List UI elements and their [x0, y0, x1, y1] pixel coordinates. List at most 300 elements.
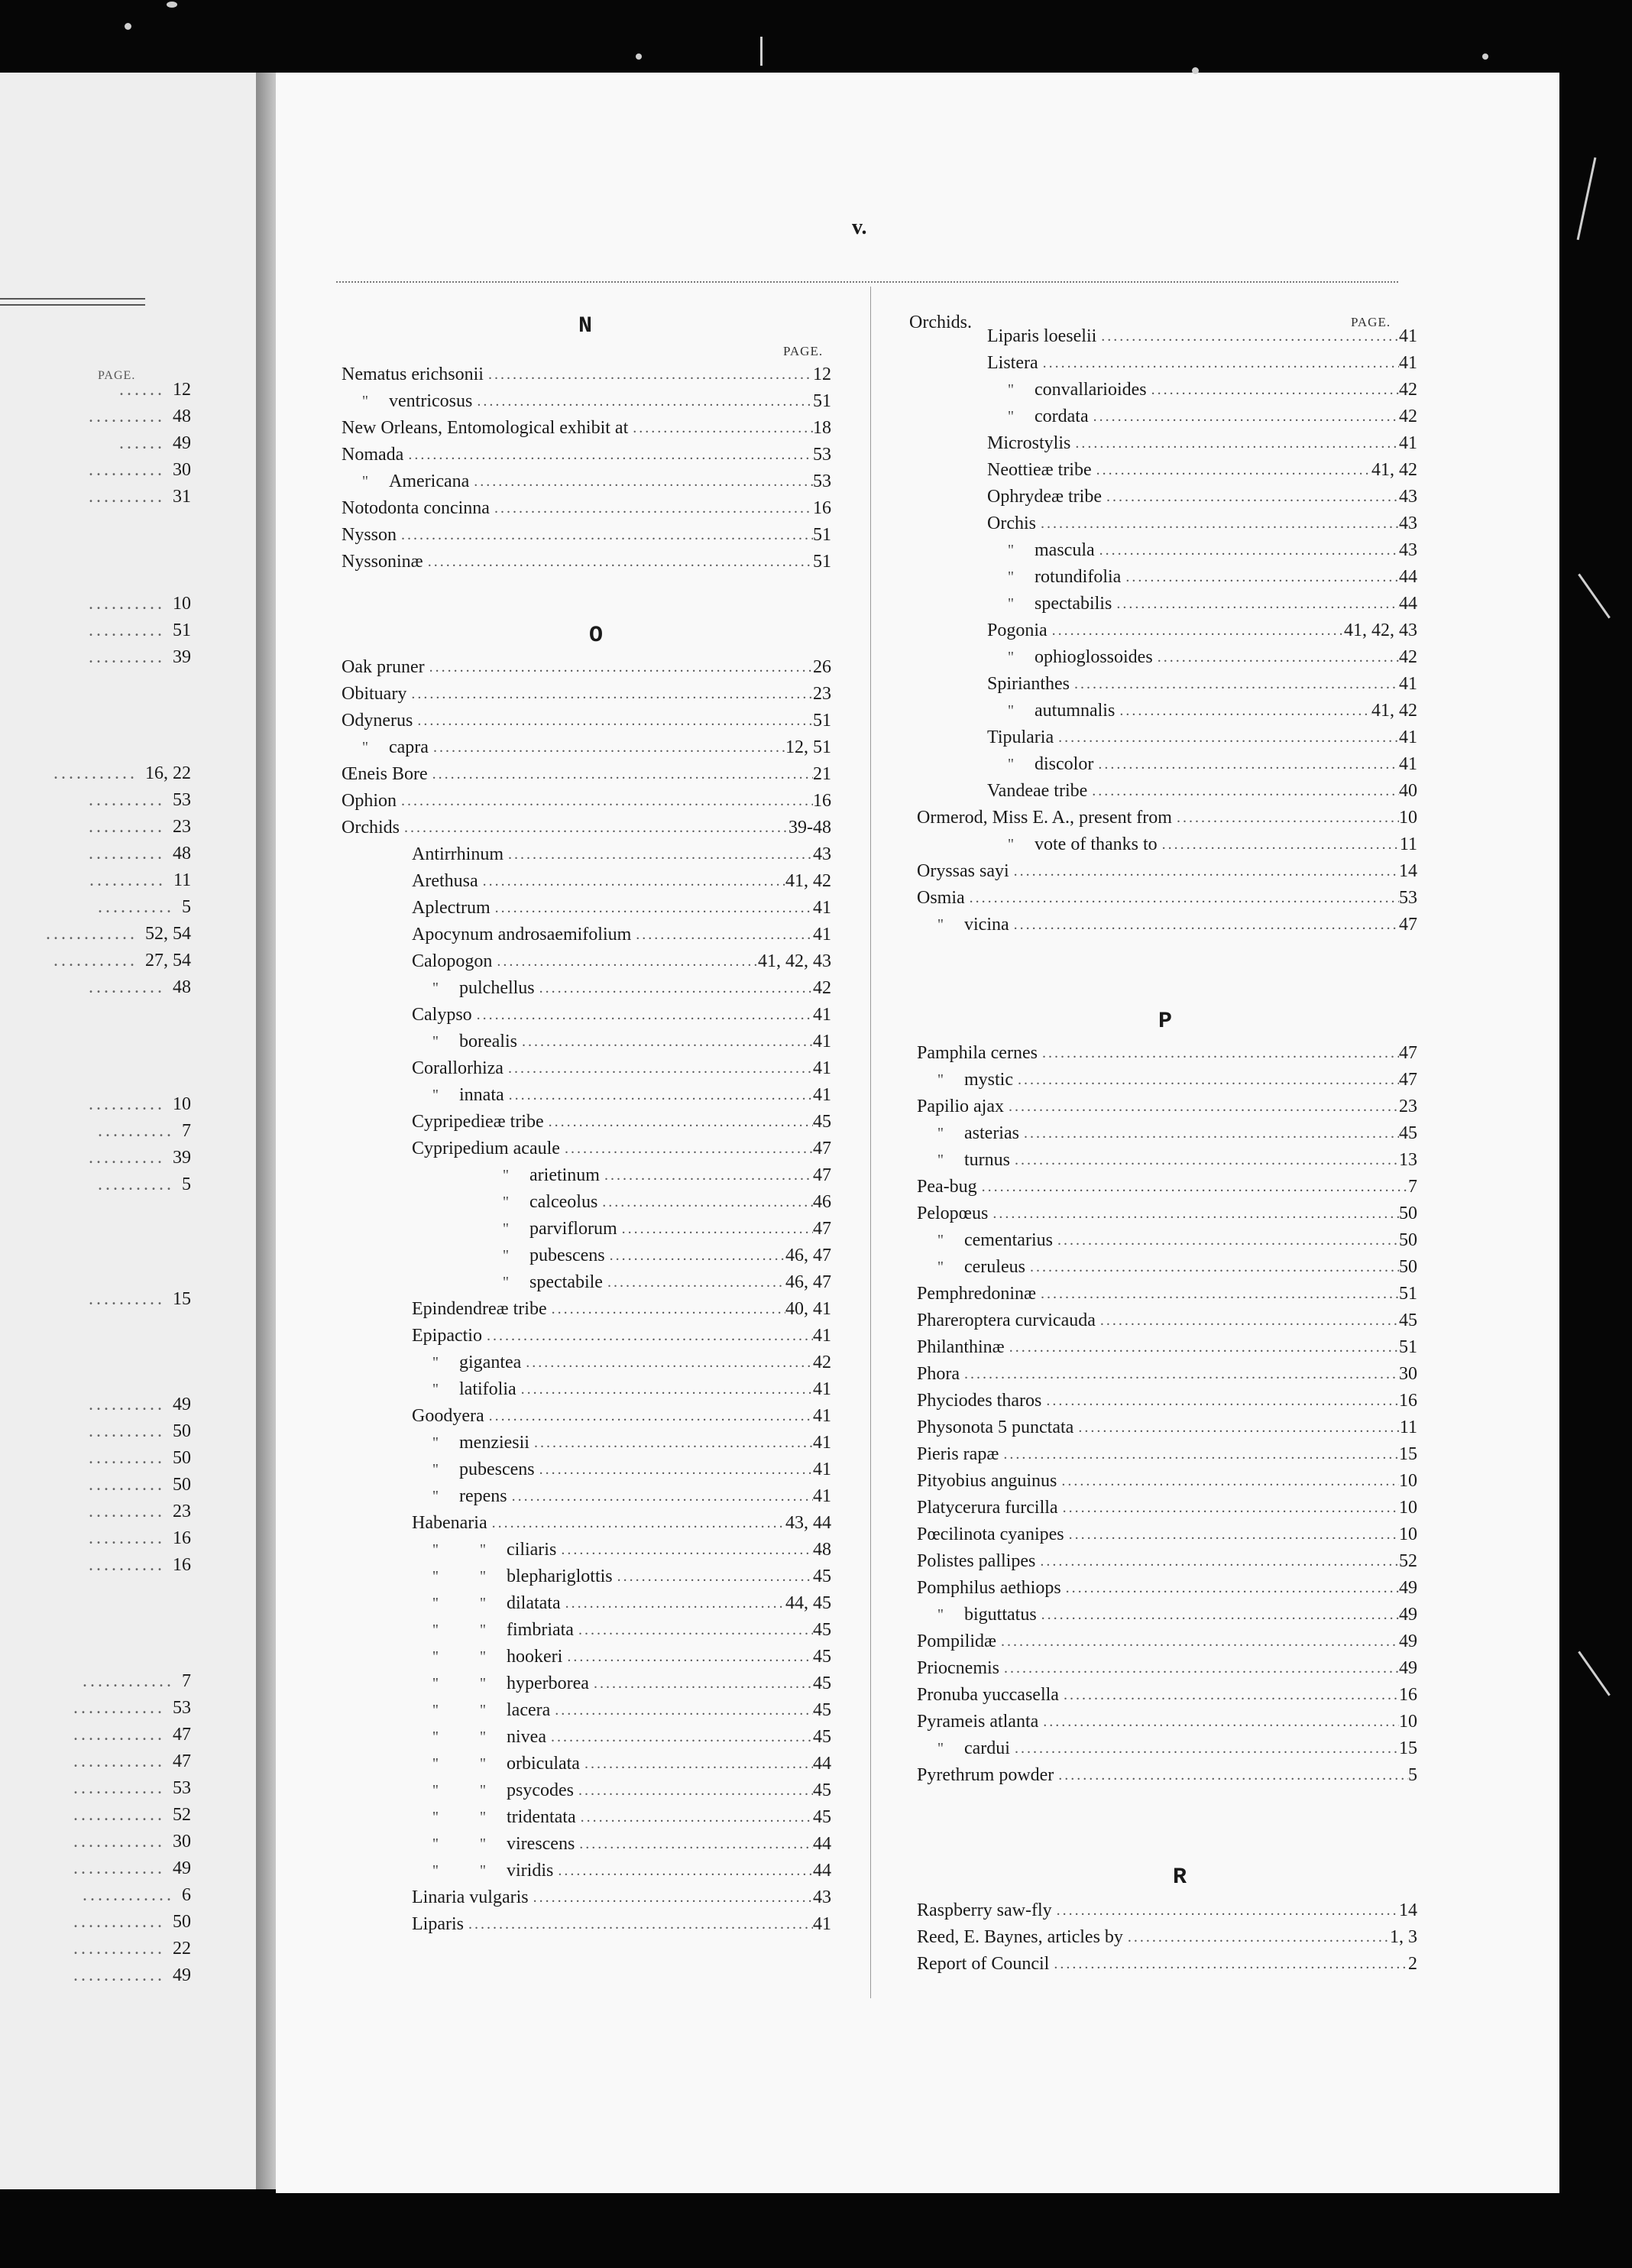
previous-page-rule — [0, 304, 145, 306]
index-entry — [412, 1911, 831, 1937]
dot-leader: .......... — [89, 1502, 165, 1521]
previous-page-entry — [53, 948, 191, 974]
previous-page-entry — [89, 787, 191, 813]
dot-leader — [535, 975, 813, 1001]
entry-term: Liparis loeselii — [987, 326, 1097, 346]
ditto-mark: " — [1007, 408, 1015, 425]
previous-page-entry — [73, 1855, 191, 1881]
index-entry — [342, 361, 831, 387]
index-entry — [987, 698, 1417, 724]
page-reference: 53 — [813, 471, 831, 491]
previous-page-entry — [89, 1418, 191, 1444]
entry-term: ophioglossoides — [1035, 647, 1153, 667]
dot-leader — [529, 1884, 813, 1910]
index-entry — [342, 734, 831, 760]
index-entry — [917, 1709, 1417, 1735]
index-entry — [917, 1924, 1417, 1950]
index-entry — [917, 1441, 1417, 1467]
previous-page-entry — [73, 1909, 191, 1935]
ditto-mark: " — [502, 1274, 510, 1291]
entry-term: virescens — [507, 1834, 575, 1854]
index-entry — [412, 1804, 831, 1830]
ditto-mark: " — [937, 916, 944, 933]
index-entry — [917, 1120, 1417, 1146]
entry-term: Oak pruner — [342, 657, 425, 677]
page-reference: 51 — [813, 525, 831, 545]
page-reference: 6 — [182, 1885, 191, 1905]
dot-leader — [429, 734, 785, 760]
ditto-mark: " — [1007, 381, 1015, 398]
ditto-mark: " — [937, 1152, 944, 1168]
dot-leader — [464, 1911, 813, 1937]
previous-page-entry — [119, 430, 191, 456]
entry-term: spectabile — [529, 1272, 603, 1292]
page-reference: 42 — [1399, 647, 1417, 667]
index-entry — [987, 564, 1417, 590]
entry-term: blephariglottis — [507, 1567, 613, 1586]
section-letter-p: P — [1158, 1009, 1173, 1035]
previous-page-entry — [83, 1882, 191, 1908]
dot-leader: ............ — [73, 1778, 165, 1798]
entry-term: vicina — [964, 915, 1009, 935]
page-reference: 45 — [813, 1620, 831, 1640]
page-reference: 7 — [182, 1671, 191, 1691]
ditto-mark: " — [432, 1595, 439, 1612]
entry-term: Pomphilus aethiops — [917, 1578, 1061, 1598]
dot-leader — [403, 442, 813, 468]
dot-leader — [1073, 1414, 1400, 1440]
previous-page-rule — [0, 298, 145, 300]
page-reference: 51 — [813, 552, 831, 572]
page-reference: 5 — [182, 1174, 191, 1194]
entry-term: Microstylis — [987, 433, 1071, 453]
page-reference: 10 — [1399, 1471, 1417, 1491]
ditto-mark: " — [432, 1461, 439, 1478]
dot-leader — [1172, 805, 1399, 831]
dot-leader — [478, 868, 785, 894]
dot-leader — [547, 1296, 785, 1322]
page-reference: 41 — [1399, 727, 1417, 747]
dot-leader — [1112, 591, 1399, 617]
page-reference: 11 — [1399, 834, 1417, 854]
entry-term: ceruleus — [964, 1257, 1025, 1277]
index-entry — [412, 1777, 831, 1803]
dot-leader — [1054, 724, 1399, 750]
previous-page-entry — [89, 484, 191, 510]
page-reference: 45 — [813, 1780, 831, 1800]
dot-leader — [1057, 1468, 1399, 1494]
page-reference: 41 — [1399, 353, 1417, 373]
page-reference: 15 — [173, 1289, 191, 1309]
index-entry — [987, 403, 1417, 429]
ditto-mark: " — [937, 1259, 944, 1275]
entry-term: Orchids — [342, 818, 400, 838]
index-entry — [412, 1376, 831, 1402]
ditto-mark: " — [479, 1648, 487, 1665]
index-entry — [917, 1951, 1417, 1977]
entry-term: Odynerus — [342, 711, 413, 731]
index-entry — [917, 858, 1417, 884]
previous-page-entry — [89, 591, 191, 617]
ditto-mark: " — [502, 1220, 510, 1237]
dot-leader — [1096, 1307, 1399, 1333]
scratch — [1578, 1651, 1611, 1696]
section-letter-o: O — [589, 623, 604, 649]
dot-leader — [1052, 1897, 1399, 1923]
dot-leader — [1054, 1762, 1408, 1788]
dot-leader: .......... — [89, 594, 165, 614]
ditto-mark: " — [432, 1434, 439, 1451]
page-reference: 23 — [1399, 1097, 1417, 1116]
dot-leader — [631, 922, 813, 948]
page-reference: 16 — [813, 791, 831, 811]
previous-page-entry — [89, 617, 191, 643]
page-reference: 51 — [813, 391, 831, 411]
dot-leader — [605, 1243, 785, 1268]
entry-term: cementarius — [964, 1230, 1053, 1250]
index-entry — [987, 350, 1417, 376]
index-entry — [412, 922, 831, 948]
page-reference: 49 — [1399, 1578, 1417, 1598]
index-entry — [917, 1040, 1417, 1066]
scratch — [1578, 573, 1611, 618]
index-entry — [987, 724, 1417, 750]
dot-leader — [553, 1858, 813, 1884]
entry-term: Liparis — [412, 1914, 464, 1934]
page-reference: 48 — [813, 1540, 831, 1560]
previous-page-entry — [89, 644, 191, 670]
index-entry — [412, 1563, 831, 1589]
page-reference: 10 — [1399, 1524, 1417, 1544]
entry-term: Pamphila cernes — [917, 1043, 1038, 1063]
entry-term: Priocnemis — [917, 1658, 999, 1678]
index-entry — [342, 654, 831, 680]
page-reference: 45 — [813, 1700, 831, 1720]
page-reference: 26 — [813, 657, 831, 677]
entry-term: discolor — [1035, 754, 1094, 774]
dot-leader — [1121, 564, 1399, 590]
page-reference: 44 — [813, 1754, 831, 1774]
page-column-label: PAGE. — [783, 344, 824, 358]
page-reference: 30 — [173, 460, 191, 480]
index-entry — [412, 1590, 831, 1616]
entry-term: spectabilis — [1035, 594, 1112, 614]
index-entry — [412, 1697, 831, 1723]
page-reference: 47 — [173, 1725, 191, 1745]
dot-leader — [562, 1644, 813, 1670]
page-reference: 42 — [813, 1353, 831, 1372]
page-reference: 41, 42, 43 — [758, 951, 831, 971]
entry-term: turnus — [964, 1150, 1010, 1170]
dot-leader — [597, 1189, 813, 1215]
index-entry — [987, 323, 1417, 349]
dot-leader — [1158, 831, 1400, 857]
dot-leader — [413, 708, 813, 734]
index-entry — [342, 549, 831, 575]
dot-leader: .......... — [89, 1094, 165, 1114]
entry-term: Antirrhinum — [412, 844, 504, 864]
page-reference: 45 — [813, 1727, 831, 1747]
dot-leader: .......... — [89, 647, 165, 667]
ditto-mark: " — [937, 1740, 944, 1757]
page-reference: 53 — [173, 1778, 191, 1798]
page-reference: 5 — [182, 897, 191, 917]
page-reference: 48 — [173, 844, 191, 863]
previous-page-entry — [89, 1286, 191, 1312]
index-entry — [917, 1094, 1417, 1119]
dot-leader — [504, 1082, 813, 1108]
previous-page-entry — [46, 921, 191, 947]
index-entry — [917, 1281, 1417, 1307]
dot-leader — [1087, 778, 1399, 804]
index-entry — [342, 468, 831, 494]
page-reference: 51 — [1399, 1284, 1417, 1304]
index-entry — [412, 1136, 831, 1162]
entry-term: Aplectrum — [412, 898, 491, 918]
dot-leader — [504, 1055, 813, 1081]
entry-term: Corallorhiza — [412, 1058, 504, 1078]
page-reference: 45 — [813, 1673, 831, 1693]
previous-page-entry — [73, 1748, 191, 1774]
ditto-mark: " — [1007, 649, 1015, 666]
dot-leader — [1004, 1094, 1399, 1119]
dot-leader: ........... — [53, 951, 138, 970]
dot-leader — [1147, 377, 1399, 403]
page-reference: 27, 54 — [145, 951, 191, 970]
previous-page-entry — [73, 1802, 191, 1828]
page-reference: 47 — [813, 1139, 831, 1158]
page-reference: 53 — [1399, 888, 1417, 908]
entry-term: Pityobius anguinus — [917, 1471, 1057, 1491]
previous-page-entry — [73, 1722, 191, 1748]
column-divider — [870, 287, 871, 1998]
page-reference: 16, 22 — [145, 763, 191, 783]
dot-leader — [472, 1002, 813, 1028]
speck — [167, 2, 177, 8]
index-entry — [482, 1162, 831, 1188]
index-entry — [917, 1174, 1417, 1200]
dot-leader — [1038, 1040, 1399, 1066]
dot-leader — [1092, 457, 1371, 483]
index-entry — [342, 815, 831, 841]
previous-page-entry — [73, 1695, 191, 1721]
previous-page-entry — [89, 841, 191, 867]
scratch — [760, 37, 763, 66]
index-entry — [412, 1483, 831, 1509]
page-reference: 40 — [1399, 781, 1417, 801]
dot-leader: .......... — [89, 460, 165, 480]
previous-page-entry — [98, 1118, 191, 1144]
book-gutter — [256, 73, 276, 2189]
page-reference: 23 — [813, 684, 831, 704]
page-reference: 49 — [173, 433, 191, 453]
page-reference: 30 — [1399, 1364, 1417, 1384]
dot-leader — [397, 522, 813, 548]
page-reference: 53 — [173, 1698, 191, 1718]
dot-leader: ............ — [73, 1858, 165, 1878]
page-reference: 47 — [1399, 915, 1417, 935]
dot-leader — [613, 1563, 813, 1589]
page-reference: 42 — [1399, 380, 1417, 400]
page-reference: 41 — [1399, 754, 1417, 774]
page-reference: 31 — [173, 487, 191, 507]
previous-page-entry — [89, 814, 191, 840]
dot-leader — [1010, 1147, 1399, 1173]
page-reference: 52 — [173, 1805, 191, 1825]
ditto-mark: " — [432, 1675, 439, 1692]
dot-leader — [507, 1483, 813, 1509]
previous-page-entry — [89, 1091, 191, 1117]
page-reference: 44 — [813, 1861, 831, 1881]
entry-term: Pyrameis atlanta — [917, 1712, 1039, 1732]
entry-term: pulchellus — [459, 978, 535, 998]
page-reference: 39 — [173, 647, 191, 667]
ditto-mark: " — [479, 1755, 487, 1772]
dot-leader: .......... — [89, 844, 165, 863]
ditto-mark: " — [432, 1381, 439, 1398]
index-entry — [342, 681, 831, 707]
page-reference: 39-48 — [788, 818, 831, 838]
entry-term: Nyssoninæ — [342, 552, 423, 572]
previous-page-entry — [89, 1472, 191, 1498]
ditto-mark: " — [1007, 569, 1015, 585]
ditto-mark: " — [361, 739, 369, 756]
index-entry — [917, 1200, 1417, 1226]
entry-term: Habenaria — [412, 1513, 487, 1533]
entry-term: innata — [459, 1085, 504, 1105]
previous-page-entry — [89, 1498, 191, 1524]
ditto-mark: " — [432, 1862, 439, 1879]
entry-term: ciliaris — [507, 1540, 557, 1560]
entry-term: Pyrethrum powder — [917, 1765, 1054, 1785]
page-reference: 53 — [813, 445, 831, 465]
previous-page-entry — [89, 1445, 191, 1471]
dot-leader: .......... — [89, 1395, 165, 1414]
index-entry — [917, 1388, 1417, 1414]
entry-term: Pœcilinota cyanipes — [917, 1524, 1064, 1544]
dot-leader: ............ — [83, 1671, 174, 1691]
page-reference: 47 — [1399, 1043, 1417, 1063]
ditto-mark: " — [432, 1541, 439, 1558]
page-reference: 46 — [813, 1192, 831, 1212]
ditto-mark: " — [432, 1835, 439, 1852]
page-reference: 50 — [173, 1912, 191, 1932]
entry-term: Phora — [917, 1364, 960, 1384]
index-entry — [987, 644, 1417, 670]
entry-term: Cypripedieæ tribe — [412, 1112, 544, 1132]
page-reference: 16 — [1399, 1685, 1417, 1705]
dot-leader: ...... — [119, 380, 165, 400]
orchids-continued-heading: Orchids. — [909, 313, 972, 332]
ditto-mark: " — [432, 1087, 439, 1103]
dot-leader — [1036, 510, 1399, 536]
ditto-mark: " — [432, 1354, 439, 1371]
entry-term: Pogonia — [987, 620, 1048, 640]
index-entry — [412, 1510, 831, 1536]
entry-term: Cypripedium acaule — [412, 1139, 560, 1158]
entry-term: orbiculata — [507, 1754, 580, 1774]
page-reference: 49 — [1399, 1605, 1417, 1625]
entry-term: vote of thanks to — [1035, 834, 1158, 854]
dot-leader: .......... — [89, 790, 165, 810]
previous-page-entry — [53, 760, 191, 786]
page-reference: 12 — [173, 380, 191, 400]
entry-term: rotundifolia — [1035, 567, 1122, 587]
page-reference: 44 — [813, 1834, 831, 1854]
ditto-mark: " — [479, 1568, 487, 1585]
ditto-mark: " — [479, 1595, 487, 1612]
entry-term: Apocynum androsaemifolium — [412, 925, 632, 944]
index-entry — [482, 1216, 831, 1242]
index-entry — [987, 484, 1417, 510]
page-reference: 49 — [1399, 1658, 1417, 1678]
dot-leader — [428, 761, 813, 787]
index-entry — [917, 1575, 1417, 1601]
page-reference: 1, 3 — [1390, 1927, 1417, 1947]
dot-leader — [1025, 1254, 1399, 1280]
page-reference: 49 — [1399, 1631, 1417, 1651]
entry-term: Pelopœus — [917, 1204, 989, 1223]
page-reference: 10 — [1399, 1498, 1417, 1518]
entry-term: Epipactio — [412, 1326, 482, 1346]
dot-leader — [492, 948, 758, 974]
entry-term: cardui — [964, 1738, 1010, 1758]
ditto-mark: " — [432, 1488, 439, 1505]
dot-leader — [1058, 1495, 1399, 1521]
index-entry — [412, 1430, 831, 1456]
dot-leader — [1041, 1388, 1399, 1414]
page-reference: 10 — [173, 594, 191, 614]
dot-leader — [960, 1361, 1399, 1387]
page-reference: 41 — [813, 925, 831, 944]
page-reference: 14 — [1399, 1900, 1417, 1920]
dot-leader: ............ — [73, 1751, 165, 1771]
page-reference: 41 — [813, 1326, 831, 1346]
ditto-mark: " — [502, 1167, 510, 1184]
dot-leader — [482, 1323, 813, 1349]
dot-leader: .......... — [89, 1528, 165, 1548]
page-reference: 40, 41 — [785, 1299, 831, 1319]
index-entry — [987, 617, 1417, 643]
entry-term: Pompilidæ — [917, 1631, 997, 1651]
entry-term: Listera — [987, 353, 1038, 373]
dot-leader — [1049, 1951, 1408, 1977]
page-reference: 41 — [813, 1460, 831, 1479]
section-letter-r: R — [1173, 1865, 1187, 1891]
dot-leader: .......... — [89, 1289, 165, 1309]
index-entry — [412, 1055, 831, 1081]
speck — [636, 53, 642, 60]
index-entry — [917, 1548, 1417, 1574]
index-entry — [917, 1468, 1417, 1494]
dot-leader — [1019, 1120, 1399, 1146]
entry-term: Phareroptera curvicauda — [917, 1311, 1096, 1330]
index-entry — [412, 1323, 831, 1349]
dot-leader — [544, 1109, 813, 1135]
previous-page-entry — [89, 867, 191, 893]
dot-leader — [1059, 1682, 1399, 1708]
page-reference: 23 — [173, 817, 191, 837]
previous-page-entry — [89, 1145, 191, 1171]
entry-term: Oryssas sayi — [917, 861, 1009, 881]
page-reference: 49 — [173, 1965, 191, 1985]
index-entry — [412, 1296, 831, 1322]
ditto-mark: " — [432, 1782, 439, 1799]
entry-term: Vandeae tribe — [987, 781, 1088, 801]
dot-leader: ............ — [73, 1698, 165, 1718]
previous-page-entry — [73, 1775, 191, 1801]
ditto-mark: " — [937, 1071, 944, 1088]
